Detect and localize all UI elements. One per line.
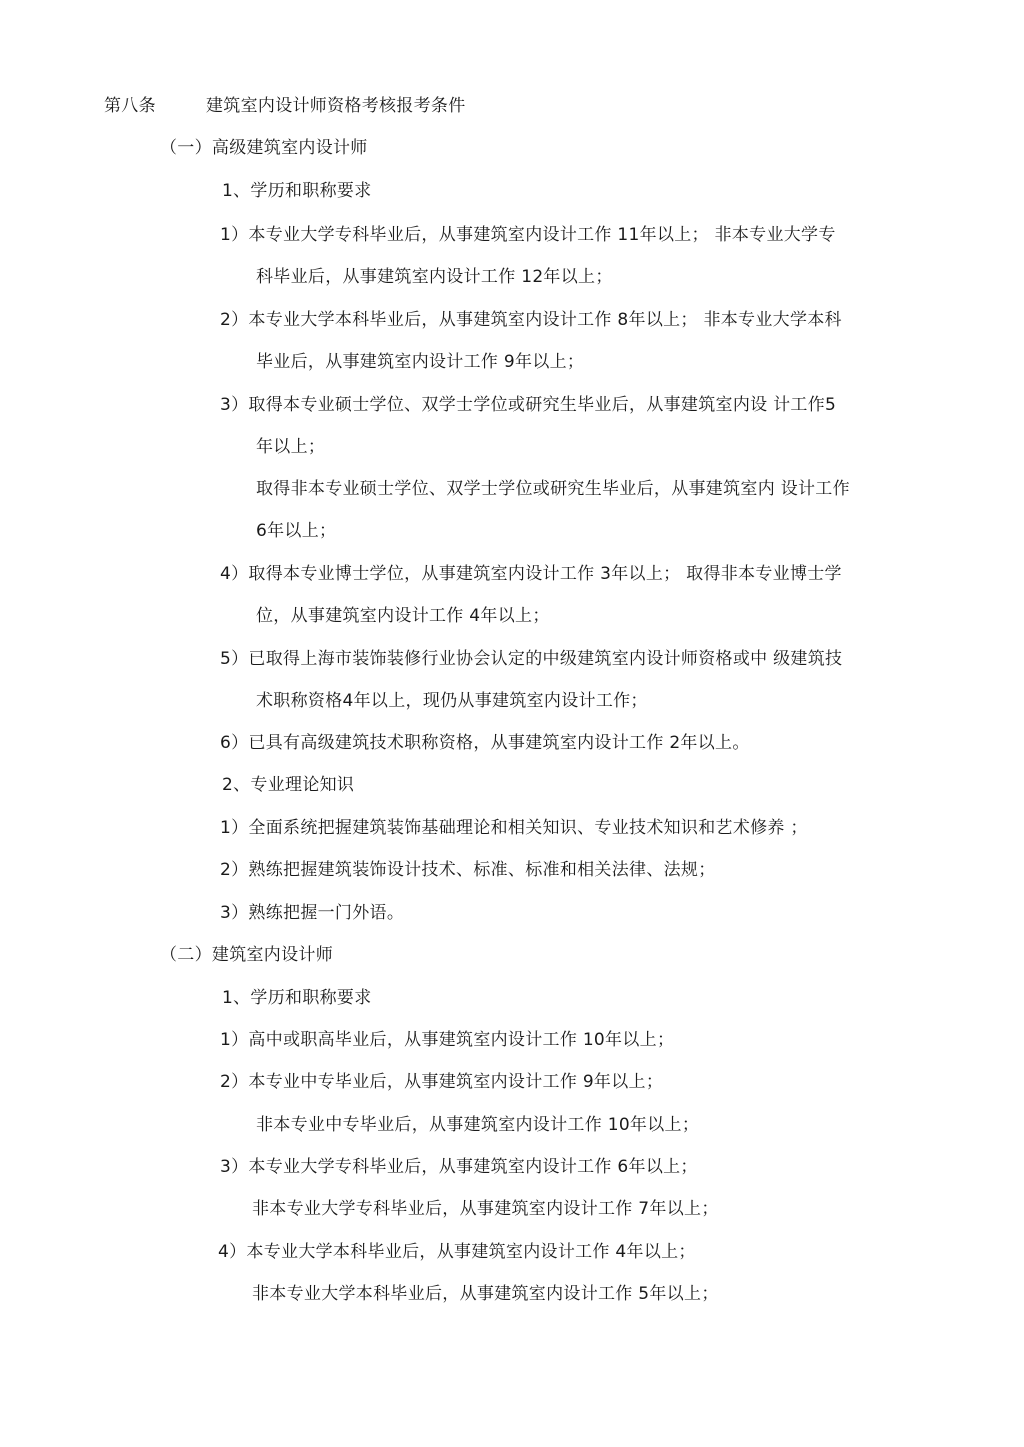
list-item: 1）全面系统把握建筑装饰基础理论和相关知识、专业技术知识和艺术修养 ； xyxy=(220,818,808,838)
list-item-continuation: 6年以上； xyxy=(256,521,337,541)
list-item: 3）熟练把握一门外语。 xyxy=(220,903,405,923)
list-item-continuation: 取得非本专业硕士学位、双学士学位或研究生毕业后，从事建筑室内 设计工作 xyxy=(256,479,850,499)
subsection-heading: 2、专业理论知识 xyxy=(222,775,355,795)
list-item: 3）取得本专业硕士学位、双学士学位或研究生毕业后，从事建筑室内设 计工作5 xyxy=(220,395,837,415)
section-heading: （一）高级建筑室内设计师 xyxy=(160,138,368,158)
list-item-continuation: 毕业后，从事建筑室内设计工作 9年以上； xyxy=(256,352,585,372)
list-item: 3）本专业大学专科毕业后，从事建筑室内设计工作 6年以上； xyxy=(220,1157,698,1177)
subsection-heading: 1、学历和职称要求 xyxy=(222,181,372,201)
section-heading: （二）建筑室内设计师 xyxy=(160,945,333,965)
list-item: 1）高中或职高毕业后，从事建筑室内设计工作 10年以上； xyxy=(220,1030,675,1050)
list-item: 2）本专业大学本科毕业后，从事建筑室内设计工作 8年以上； 非本专业大学本科 xyxy=(220,310,842,330)
list-item-continuation: 术职称资格4年以上，现仍从事建筑室内设计工作； xyxy=(256,691,648,711)
list-item-continuation: 科毕业后，从事建筑室内设计工作 12年以上； xyxy=(256,267,613,287)
list-item-continuation: 非本专业大学本科毕业后，从事建筑室内设计工作 5年以上； xyxy=(252,1284,719,1304)
list-item: 6）已具有高级建筑技术职称资格，从事建筑室内设计工作 2年以上。 xyxy=(220,733,750,753)
list-item-continuation: 非本专业大学专科毕业后，从事建筑室内设计工作 7年以上； xyxy=(252,1199,719,1219)
list-item-continuation: 年以上； xyxy=(256,437,326,457)
list-item: 5）已取得上海市装饰装修行业协会认定的中级建筑室内设计师资格或中 级建筑技 xyxy=(220,649,843,669)
subsection-heading: 1、学历和职称要求 xyxy=(222,988,372,1008)
list-item-continuation: 非本专业中专毕业后，从事建筑室内设计工作 10年以上； xyxy=(256,1115,700,1135)
article-title: 建筑室内设计师资格考核报考条件 xyxy=(206,96,466,116)
article-number: 第八条 xyxy=(104,96,156,116)
list-item: 2）本专业中专毕业后，从事建筑室内设计工作 9年以上； xyxy=(220,1072,664,1092)
list-item: 2）熟练把握建筑装饰设计技术、标准、标准和相关法律、法规； xyxy=(220,860,716,880)
list-item: 4）取得本专业博士学位，从事建筑室内设计工作 3年以上； 取得非本专业博士学 xyxy=(220,564,842,584)
list-item: 1）本专业大学专科毕业后，从事建筑室内设计工作 11年以上； 非本专业大学专 xyxy=(220,225,836,245)
list-item: 4）本专业大学本科毕业后，从事建筑室内设计工作 4年以上； xyxy=(218,1242,696,1262)
list-item-continuation: 位，从事建筑室内设计工作 4年以上； xyxy=(256,606,550,626)
